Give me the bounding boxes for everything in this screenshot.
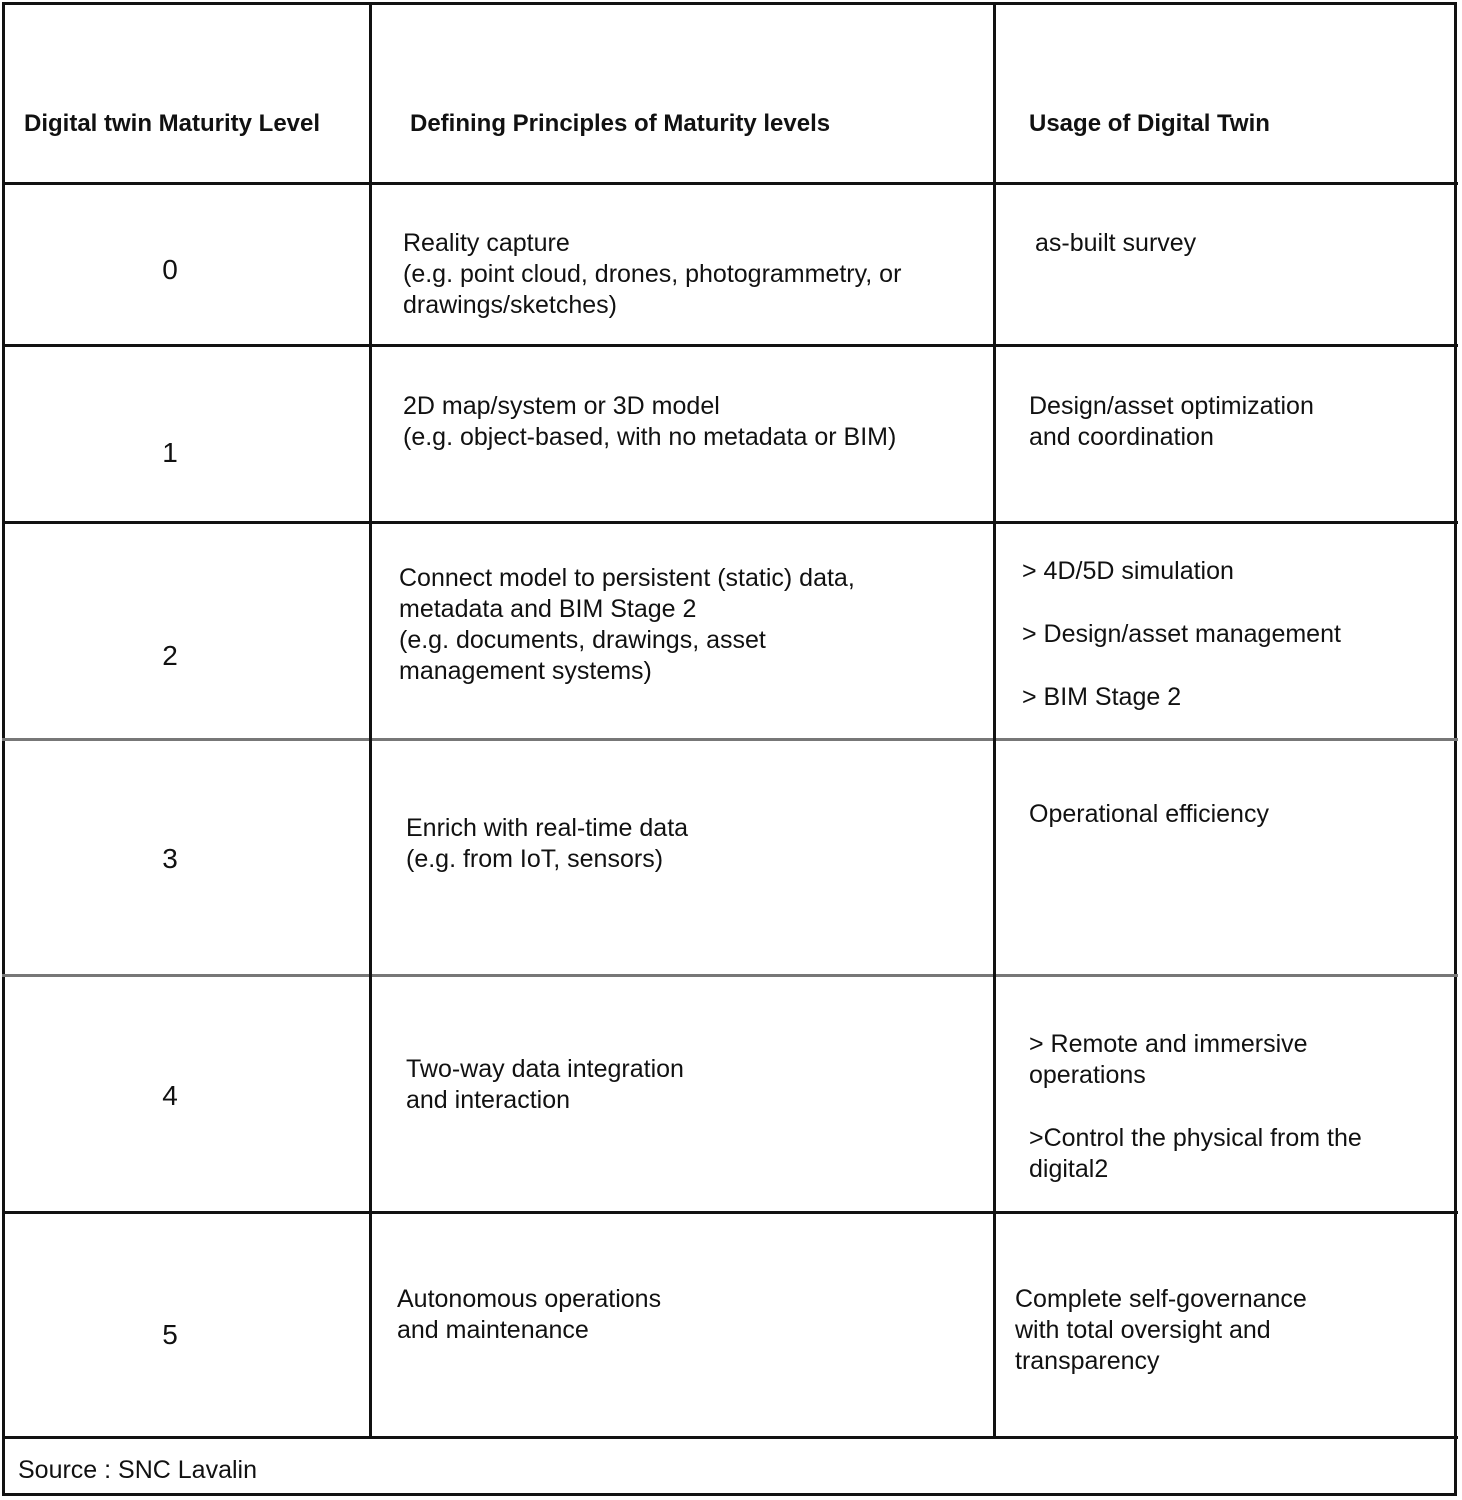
principles-level-5: Autonomous operations and maintenance: [397, 1285, 662, 1344]
usage-level-5: Complete self-governance with total oversight and transparency: [1015, 1285, 1307, 1375]
principles-level-0: Reality capture (e.g. point cloud, drones, photogrammetry, or drawings/sketches): [403, 229, 902, 319]
row-divider: [2, 1436, 1458, 1439]
row-divider: [2, 344, 1458, 347]
usage-level-3: Operational efficiency: [1029, 800, 1269, 828]
table-frame: [2, 2, 1457, 1496]
usage-level-0: as-built survey: [1035, 229, 1197, 257]
level-3: 3: [162, 843, 178, 874]
source-note: Source : SNC Lavalin: [18, 1456, 258, 1484]
header-maturity-level: Digital twin Maturity Level: [24, 110, 321, 137]
header-usage: Usage of Digital Twin: [1029, 110, 1270, 137]
principles-level-4: Two-way data integration and interaction: [406, 1055, 684, 1114]
level-1: 1: [162, 437, 178, 468]
principles-level-1: 2D map/system or 3D model (e.g. object-based, with no metadata or BIM): [403, 392, 897, 451]
usage-level-4: > Remote and immersive operations >Control the physical from the digital2: [1029, 1030, 1362, 1183]
row-divider: [2, 521, 1458, 524]
level-0: 0: [162, 254, 178, 285]
level-5: 5: [162, 1319, 178, 1350]
row-divider: [2, 974, 1458, 977]
level-2: 2: [162, 640, 178, 671]
usage-level-1: Design/asset optimization and coordination: [1029, 392, 1314, 451]
usage-level-2: > 4D/5D simulation > Design/asset management > BIM Stage 2: [1022, 557, 1341, 711]
principles-level-3: Enrich with real-time data (e.g. from IoT, sensors): [406, 814, 689, 873]
principles-level-2: Connect model to persistent (static) data, metadata and BIM Stage 2 (e.g. documents, drawings, asset management systems): [399, 564, 855, 685]
level-4: 4: [162, 1080, 178, 1111]
row-divider: [2, 1211, 1458, 1214]
column-divider: [369, 2, 372, 1438]
column-divider: [993, 2, 996, 1438]
header-defining-principles: Defining Principles of Maturity levels: [410, 110, 831, 137]
row-divider: [2, 738, 1458, 741]
row-divider: [2, 182, 1458, 185]
